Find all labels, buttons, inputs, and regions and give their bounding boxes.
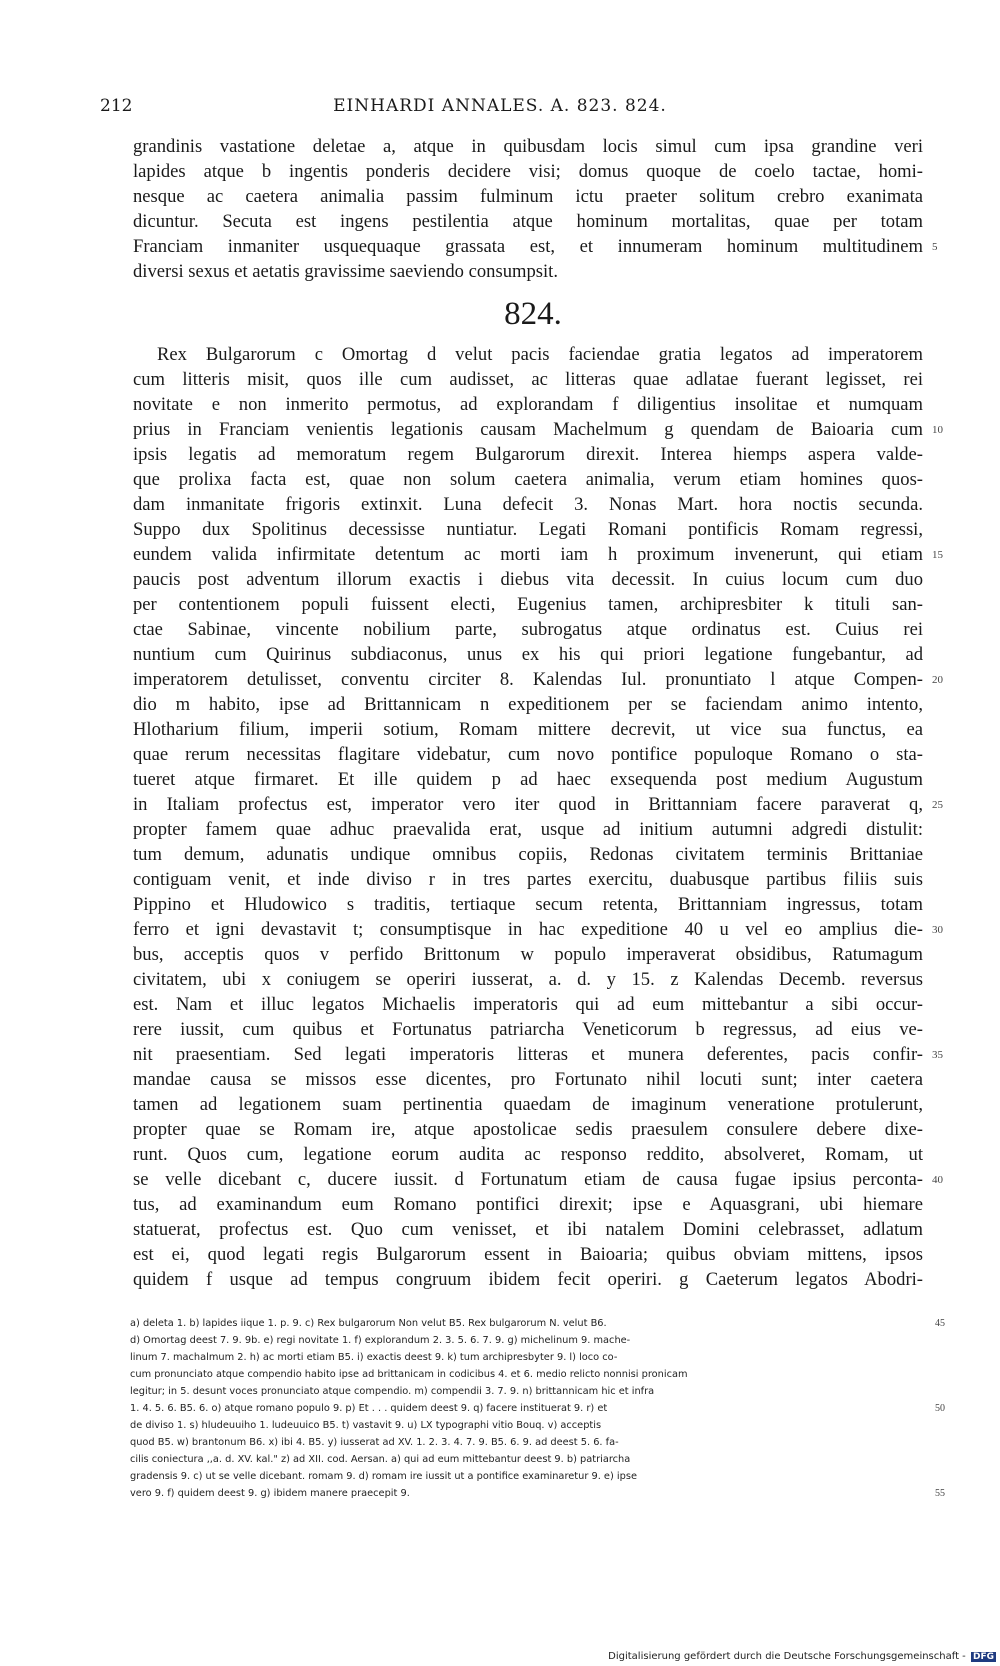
footnote-line: a) deleta 1. b) lapides iique 1. p. 9. c) Rex bulgarorum Non velut B5. Rex bulgarorum N. velut B6. [130,1318,607,1329]
line-number: 10 [932,424,943,436]
text-line: novitate e non inmerito permotus, ad explorandam f diligentius insolitae et numquam [133,394,923,415]
text-line: mandae causa se missos esse dicentes, pro Fortunato nihil locuti sunt; inter caetera [133,1069,923,1090]
text-line: Franciam inmaniter usquequaque grassata est, et innumeram hominum multitudinem [133,236,923,257]
digitization-credit [608,1651,996,1662]
text-line: runt. Quos cum, legatione eorum audita ac responso reddito, absolveret, Romam, ut [133,1144,923,1165]
footnote-line: cilis coniectura ,,a. d. XV. kal." z) ad XII. cod. Aersan. a) qui ad eum mittebantur deest 9. b) patriarcha [130,1454,631,1465]
running-title: EINHARDI ANNALES. A. 823. 824. [333,96,667,116]
text-line: imperatorem detulisset, conventu circiter 8. Kalendas Iul. pronuntiato l atque Compen- [133,669,923,690]
line-number: 45 [935,1318,945,1329]
text-line: propter famem quae adhuc praevalida erat, usque ad initium autumni adgredi distulit: [133,819,923,840]
text-line: dicuntur. Secuta est ingens pestilentia atque hominum mortalitas, quae per totam [133,211,923,232]
text-line: nit praesentiam. Sed legati imperatoris litteras et munera deferentes, pacis confir- [133,1044,923,1065]
line-number: 20 [932,674,943,686]
footnote-line: d) Omortag deest 7. 9. 9b. e) regi novitate 1. f) explorandum 2. 3. 5. 6. 7. 9. g) michelinum 9. mache- [130,1335,631,1346]
text-line: dio m habito, ipse ad Brittannicam n expeditionem per se faciendam animo intento, [133,694,923,715]
text-line: Hlotharium filium, imperii sotium, Romam mittere decrevit, ut vice sua functus, ea [133,719,923,740]
text-line: propter quae se Romam ire, atque apostolicae sedis praesulem consulere debere dixe- [133,1119,923,1140]
year-heading: 824. [504,296,562,332]
text-line: in Italiam profectus est, imperator vero iter quod in Brittanniam facere paraverat q, [133,794,923,815]
text-line: nesque ac caetera animalia passim fulminum ictu praeter solitum crebro exanimata [133,186,923,207]
footnote-line: gradensis 9. c) ut se velle dicebant. romam 9. d) romam ire iussit ut a pontifice examinaretur 9. e) ipse [130,1471,637,1482]
footnote-line: legitur; in 5. desunt voces pronunciato atque compendio. m) compendii 3. 7. 9. n) brittannicam hic et infra [130,1386,655,1397]
page-header [100,96,900,118]
text-line: dam inmanitate frigoris extinxit. Luna defecit 3. Nonas Mart. hora noctis secunda. [133,494,923,515]
text-line: nuntium cum Quirinus subdiaconus, unus ex his qui priori legatione fungebantur, ad [133,644,923,665]
text-line: bus, acceptis quos v perfido Brittonum w populo imperaverat obsidibus, Ratumagum [133,944,923,965]
text-line: civitatem, ubi x coniugem se operiri iusserat, a. d. y 15. z Kalendas Decemb. reversus [133,969,923,990]
footnote-line: de diviso 1. s) hludeuuiho 1. ludeuuico B5. t) vastavit 9. u) LX typographi vitio Bouq. v) acceptis [130,1420,602,1431]
line-number: 55 [935,1488,945,1499]
text-line: ferro et igni devastavit t; consumptisque in hac expeditione 40 u vel eo amplius die- [133,919,923,940]
text-line: tamen ad legationem suam pertinentia quaedam de imaginum veneratione protulerunt, [133,1094,923,1115]
text-line: ctae Sabinae, vincente nobilium parte, subrogatus atque ordinatus est. Cuius rei [133,619,923,640]
text-line: grandinis vastatione deletae a, atque in quibusdam locis simul cum ipsa grandine veri [133,136,923,157]
text-line: Suppo dux Spolitinus decessisse nuntiatur. Legati Romani pontificis Romam regressi, [133,519,923,540]
text-line: per contentionem populi fuissent electi, Eugenius tamen, archipresbiter k tituli san- [133,594,923,615]
text-line: quae rerum necessitas flagitare videbatur, cum novo pontifice populoque Romano o sta- [133,744,923,765]
text-line: que prolixa facta est, quae non solum caetera animalia, verum etiam homines quos- [133,469,923,490]
text-line: diversi sexus et aetatis gravissime saeviendo consumpsit. [133,261,558,282]
line-number: 5 [932,241,938,253]
text-line: prius in Franciam venientis legationis causam Machelmum g quendam de Baioaria cum [133,419,923,440]
footnote-line: 1. 4. 5. 6. B5. 6. o) atque romano populo 9. p) Et . . . quidem deest 9. q) facere instituerat 9. r) et [130,1403,608,1414]
text-line: tum demum, adunatis undique omnibus copiis, Redonas civitatem terminis Brittaniae [133,844,923,865]
text-line: statuerat, profectus est. Quo cum venisset, et ibi natalem Domini celebrasset, adlatum [133,1219,923,1240]
text-line: Pippino et Hludowico s traditis, tertiaque secum retenta, Brittanniam ingressus, totam [133,894,923,915]
line-number: 30 [932,924,943,936]
text-line: est ei, quod legati regis Bulgarorum essent in Baioaria; quibus obviam mittens, ipsos [133,1244,923,1265]
line-number: 50 [935,1403,945,1414]
line-number: 25 [932,799,943,811]
text-line: se velle dicebant c, ducere iussit. d Fortunatum etiam de causa fugae ipsius perconta- [133,1169,923,1190]
text-line: Rex Bulgarorum c Omortag d velut pacis faciendae gratia legatos ad imperatorem [157,344,923,365]
footnote-line: linum 7. machalmum 2. h) ac morti etiam B5. i) exactis deest 9. k) tum archipresbyter 9. l) loco co- [130,1352,618,1363]
dfg-logo: DFG [972,1652,994,1662]
footnote-line: cum pronunciato atque compendio habito ipse ad brittanicam in codicibus 4. et 6. medio relicto nonnisi pronicam [130,1369,688,1380]
credit-text: Digitalisierung gefördert durch die Deutsche Forschungsgemeinschaft - [608,1651,966,1662]
text-line: eundem valida infirmitate detentum ac morti iam h proximum invenerunt, qui etiam [133,544,923,565]
line-number: 15 [932,549,943,561]
page-number: 212 [100,96,133,116]
text-line: lapides atque b ingentis ponderis decidere visi; domus quoque de coelo tactae, homi- [133,161,923,182]
text-line: ipsis legatis ad memoratum regem Bulgarorum direxit. Interea hiemps aspera valde- [133,444,923,465]
text-line: paucis post adventum illorum exactis i diebus vita decessit. In cuius locum cum duo [133,569,923,590]
text-line: tueret atque firmaret. Et ille quidem p ad haec exsequenda post medium Augustum [133,769,923,790]
line-number: 40 [932,1174,943,1186]
footnote-line: quod B5. w) brantonum B6. x) ibi 4. B5. y) iusserat ad XV. 1. 2. 3. 4. 7. 9. B5. 6. 9. ad deest 5. 6. fa- [130,1437,619,1448]
line-number: 35 [932,1049,943,1061]
text-line: rere iussit, cum quibus et Fortunatus patriarcha Veneticorum b regressus, ad eius ve- [133,1019,923,1040]
text-line: cum litteris misit, quos ille cum audisset, ac litteras quae adlatae fuerant legisset, rei [133,369,923,390]
text-line: contiguam venit, et inde diviso r in tres partes exercitu, duabusque partibus filiis suis [133,869,923,890]
text-line: quidem f usque ad tempus congruum ibidem fecit operiri. g Caeterum legatos Abodri- [133,1269,923,1290]
footnote-line: vero 9. f) quidem deest 9. g) ibidem manere praecepit 9. [130,1488,410,1499]
text-line: tus, ad examinandum eum Romano pontifici direxit; ipse e Aquasgrani, ubi hiemare [133,1194,923,1215]
text-line: est. Nam et illuc legatos Michaelis imperatoris qui ad eum mittebantur a sibi occur- [133,994,923,1015]
